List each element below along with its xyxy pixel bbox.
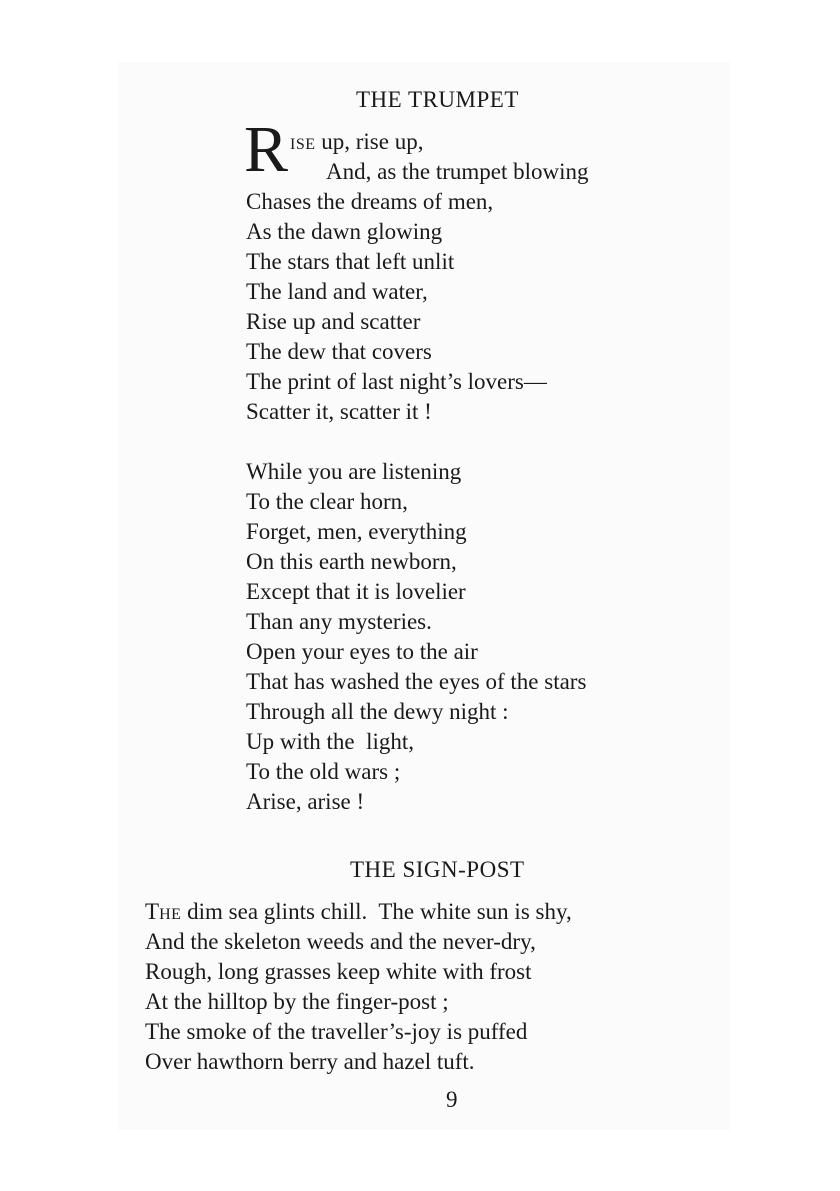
page-number: 9	[446, 1087, 458, 1112]
poem1-line: Through all the dewy night :	[246, 699, 509, 724]
poem1-line: As the dawn glowing	[246, 219, 443, 244]
poem2-line: The smoke of the traveller’s-joy is puffed	[145, 1019, 528, 1044]
poem1-line: Rise up and scatter	[246, 309, 421, 334]
poem1-line: While you are listening	[246, 459, 462, 484]
poem1-line: Up with the light,	[246, 729, 415, 754]
poem1-line: Forget, men, everything	[246, 519, 467, 544]
poem2-line: And the skeleton weeds and the never-dry,	[145, 929, 536, 954]
first-word-smallcaps: ISE	[290, 136, 316, 153]
poem2-line: Over hawthorn berry and hazel tuft.	[145, 1049, 475, 1074]
poem2-line: Rough, long grasses keep white with frost	[145, 959, 532, 984]
drop-cap: R	[244, 113, 289, 186]
poem1-first-line	[290, 128, 423, 159]
poem1-line: And, as the trumpet blowing	[326, 159, 589, 184]
first-line-rest: dim sea glints chill. The white sun is shy,	[181, 899, 572, 924]
first-word-smallcaps: HE	[159, 906, 182, 923]
poem1-line: That has washed the eyes of the stars	[246, 669, 587, 694]
first-line-rest: up, rise up,	[315, 129, 424, 154]
poem1-title: THE TRUMPET	[356, 87, 519, 112]
poem1-line: On this earth newborn,	[246, 549, 457, 574]
poem1-line: The stars that left unlit	[246, 249, 455, 274]
poem1-line: Open your eyes to the air	[246, 639, 478, 664]
first-word-lead: T	[145, 899, 160, 924]
poem1-line: Chases the dreams of men,	[246, 189, 494, 214]
poem1-line: The print of last night’s lovers—	[246, 369, 547, 394]
poem2-title: THE SIGN-POST	[350, 857, 525, 882]
poem1-line: Except that it is lovelier	[246, 579, 466, 604]
poem1-line: Scatter it, scatter it !	[246, 399, 432, 424]
poem2-first-line	[145, 898, 572, 929]
poem1-line: To the old wars ;	[246, 759, 401, 784]
poem1-line: Arise, arise !	[246, 789, 365, 814]
poem1-line: Than any mysteries.	[246, 609, 432, 634]
poem1-line: To the clear horn,	[246, 489, 408, 514]
poem2-line: At the hilltop by the finger-post ;	[145, 989, 449, 1014]
poem1-line: The dew that covers	[246, 339, 432, 364]
poem1-line: The land and water,	[246, 279, 428, 304]
